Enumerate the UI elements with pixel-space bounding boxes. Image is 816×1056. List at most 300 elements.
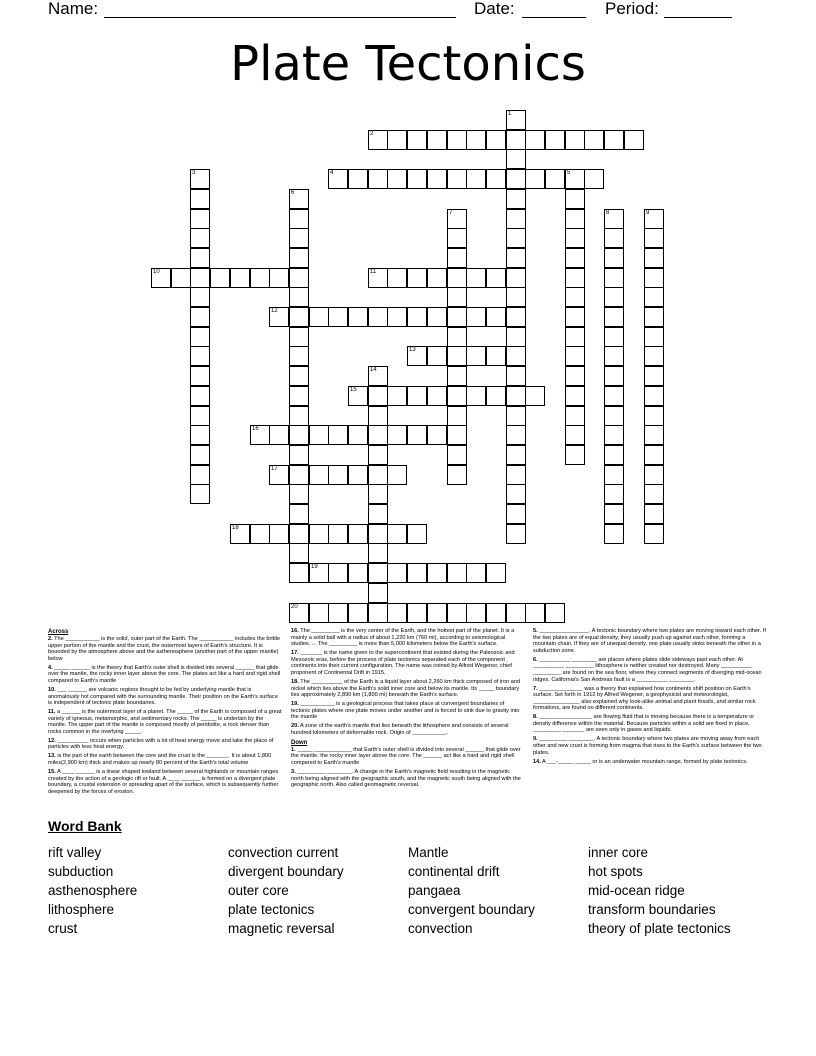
grid-cell[interactable] bbox=[584, 169, 604, 189]
grid-cell[interactable] bbox=[289, 445, 309, 465]
grid-cell[interactable] bbox=[644, 425, 664, 445]
grid-cell[interactable] bbox=[269, 425, 289, 445]
grid-cell[interactable] bbox=[644, 484, 664, 504]
grid-cell[interactable] bbox=[466, 563, 486, 583]
grid-cell[interactable] bbox=[565, 189, 585, 209]
clue-item bbox=[48, 636, 282, 662]
grid-cell[interactable] bbox=[348, 563, 368, 583]
grid-cell[interactable] bbox=[368, 484, 388, 504]
grid-cell[interactable] bbox=[506, 366, 526, 386]
clue-text: _________ ________. A tectonic boundary where two plates are moving away from each other and new crust is forming from magma that rises to the Earth's surface between the two plates. bbox=[533, 736, 762, 756]
word-bank-item: divergent boundary bbox=[228, 864, 344, 879]
grid-cell[interactable] bbox=[289, 228, 309, 248]
grid-cell[interactable] bbox=[604, 209, 624, 229]
grid-cell[interactable] bbox=[644, 445, 664, 465]
clue-number: 20 bbox=[291, 604, 298, 610]
grid-cell[interactable] bbox=[190, 189, 210, 209]
grid-cell[interactable] bbox=[368, 563, 388, 583]
grid-cell[interactable] bbox=[250, 268, 270, 288]
grid-cell[interactable] bbox=[387, 425, 407, 445]
clue-number: 16 bbox=[252, 426, 259, 432]
grid-cell[interactable] bbox=[525, 386, 545, 406]
grid-cell[interactable] bbox=[506, 425, 526, 445]
clue-number: 9 bbox=[646, 210, 650, 216]
grid-cell[interactable] bbox=[289, 563, 309, 583]
grid-cell[interactable] bbox=[506, 248, 526, 268]
word-bank-item: inner core bbox=[588, 845, 649, 860]
word-bank-item: rift valley bbox=[48, 845, 102, 860]
grid-cell[interactable] bbox=[407, 307, 427, 327]
grid-cell[interactable] bbox=[407, 169, 427, 189]
grid-cell[interactable] bbox=[190, 366, 210, 386]
grid-cell[interactable] bbox=[604, 248, 624, 268]
clue-number: 13 bbox=[409, 347, 416, 353]
grid-cell[interactable] bbox=[644, 287, 664, 307]
clue-num: 20. bbox=[291, 723, 299, 730]
clue-item bbox=[533, 657, 769, 683]
across-clues-column bbox=[48, 628, 282, 798]
clue-number: 18 bbox=[232, 525, 239, 531]
grid-cell[interactable] bbox=[447, 209, 467, 229]
grid-cell[interactable] bbox=[289, 543, 309, 563]
grid-cell[interactable] bbox=[604, 130, 624, 150]
grid-cell[interactable] bbox=[604, 425, 624, 445]
grid-cell[interactable] bbox=[447, 603, 467, 623]
grid-cell[interactable] bbox=[427, 346, 447, 366]
word-bank-item: plate tectonics bbox=[228, 902, 315, 917]
grid-cell[interactable] bbox=[368, 366, 388, 386]
grid-cell[interactable] bbox=[447, 130, 467, 150]
clue-text: __________ ________ are places where plates slide sideways past each other. At __________ _________ lithosphere is neither created nor destroyed. Many __________ _________ are found on the sea floor, where they connect segments of diverging mid-ocean ridges. California's San Andreas fault is a __________ ________. bbox=[533, 656, 762, 683]
clue-number: 7 bbox=[449, 210, 453, 216]
grid-cell[interactable] bbox=[328, 169, 348, 189]
grid-cell[interactable] bbox=[447, 169, 467, 189]
grid-cell[interactable] bbox=[644, 248, 664, 268]
grid-cell[interactable] bbox=[190, 228, 210, 248]
grid-cell[interactable] bbox=[486, 307, 506, 327]
grid-cell[interactable] bbox=[190, 268, 210, 288]
clue-num: 6. bbox=[533, 656, 538, 663]
grid-cell[interactable] bbox=[289, 248, 309, 268]
grid-cell[interactable] bbox=[644, 228, 664, 248]
grid-cell[interactable] bbox=[368, 465, 388, 485]
grid-cell[interactable] bbox=[427, 386, 447, 406]
clue-number: 17 bbox=[271, 466, 278, 472]
grid-cell[interactable] bbox=[565, 307, 585, 327]
grid-cell[interactable] bbox=[407, 130, 427, 150]
grid-cell[interactable] bbox=[447, 386, 467, 406]
clue-num: 17. bbox=[291, 650, 299, 657]
grid-cell[interactable] bbox=[545, 603, 565, 623]
grid-cell[interactable] bbox=[190, 346, 210, 366]
grid-cell[interactable] bbox=[447, 366, 467, 386]
grid-cell[interactable] bbox=[387, 465, 407, 485]
clue-text: is the part of the earth between the core and the crust is the _______. It is about 1,800 miles(2,900 km) thick and makes up nearly 80 percent of the Earth's total volume bbox=[48, 753, 272, 767]
grid-cell[interactable] bbox=[190, 169, 210, 189]
grid-cell[interactable] bbox=[269, 268, 289, 288]
clue-text: a ______ is the outermost layer of a planet. The _____ of the Earth is composed of a great variety of igneous, metamorphic, and sedimentary rocks. The _____ is underlain by the mantle. The upper part of the mantle is composed mostly of peridotite, a rock denser than rocks common in the overlying _____. bbox=[48, 709, 282, 735]
grid-cell[interactable] bbox=[368, 386, 388, 406]
grid-cell[interactable] bbox=[368, 504, 388, 524]
grid-cell[interactable] bbox=[309, 563, 329, 583]
grid-cell[interactable] bbox=[309, 307, 329, 327]
grid-cell[interactable] bbox=[604, 346, 624, 366]
grid-cell[interactable] bbox=[230, 268, 250, 288]
grid-cell[interactable] bbox=[387, 603, 407, 623]
grid-cell[interactable] bbox=[604, 465, 624, 485]
grid-cell[interactable] bbox=[565, 169, 585, 189]
grid-cell[interactable] bbox=[407, 425, 427, 445]
grid-cell[interactable] bbox=[190, 327, 210, 347]
grid-cell[interactable] bbox=[506, 445, 526, 465]
grid-cell[interactable] bbox=[190, 445, 210, 465]
grid-cell[interactable] bbox=[447, 406, 467, 426]
grid-cell[interactable] bbox=[289, 406, 309, 426]
grid-cell[interactable] bbox=[309, 524, 329, 544]
grid-cell[interactable] bbox=[368, 524, 388, 544]
clue-number: 5 bbox=[567, 170, 571, 176]
grid-cell[interactable] bbox=[525, 169, 545, 189]
grid-cell[interactable] bbox=[387, 130, 407, 150]
grid-cell[interactable] bbox=[407, 268, 427, 288]
grid-cell[interactable] bbox=[565, 248, 585, 268]
grid-cell[interactable] bbox=[604, 268, 624, 288]
grid-cell[interactable] bbox=[368, 307, 388, 327]
grid-cell[interactable] bbox=[644, 524, 664, 544]
grid-cell[interactable] bbox=[447, 563, 467, 583]
grid-cell[interactable] bbox=[466, 346, 486, 366]
grid-cell[interactable] bbox=[427, 268, 447, 288]
grid-cell[interactable] bbox=[644, 268, 664, 288]
grid-cell[interactable] bbox=[447, 307, 467, 327]
clue-item bbox=[48, 665, 282, 685]
grid-cell[interactable] bbox=[466, 268, 486, 288]
grid-cell[interactable] bbox=[466, 603, 486, 623]
grid-cell[interactable] bbox=[604, 307, 624, 327]
word-bank-item: pangaea bbox=[408, 883, 461, 898]
clue-num: 14. bbox=[533, 758, 541, 765]
grid-cell[interactable] bbox=[289, 287, 309, 307]
grid-cell[interactable] bbox=[328, 465, 348, 485]
grid-cell[interactable] bbox=[190, 287, 210, 307]
grid-cell[interactable] bbox=[328, 603, 348, 623]
grid-cell[interactable] bbox=[328, 524, 348, 544]
grid-cell[interactable] bbox=[565, 287, 585, 307]
grid-cell[interactable] bbox=[289, 524, 309, 544]
grid-cell[interactable] bbox=[644, 307, 664, 327]
grid-cell[interactable] bbox=[289, 465, 309, 485]
grid-cell[interactable] bbox=[506, 209, 526, 229]
grid-cell[interactable] bbox=[368, 603, 388, 623]
grid-cell[interactable] bbox=[565, 209, 585, 229]
grid-cell[interactable] bbox=[368, 268, 388, 288]
word-bank-title: Word Bank bbox=[48, 818, 122, 834]
grid-cell[interactable] bbox=[506, 406, 526, 426]
grid-cell[interactable] bbox=[387, 524, 407, 544]
grid-cell[interactable] bbox=[427, 425, 447, 445]
grid-cell[interactable] bbox=[289, 366, 309, 386]
grid-cell[interactable] bbox=[545, 130, 565, 150]
grid-cell[interactable] bbox=[427, 563, 447, 583]
grid-cell[interactable] bbox=[190, 465, 210, 485]
grid-cell[interactable] bbox=[466, 386, 486, 406]
grid-cell[interactable] bbox=[486, 386, 506, 406]
clue-num: 10. bbox=[48, 686, 56, 693]
grid-cell[interactable] bbox=[565, 228, 585, 248]
word-bank-item: lithosphere bbox=[48, 902, 115, 917]
grid-cell[interactable] bbox=[269, 465, 289, 485]
word-bank-item: mid-ocean ridge bbox=[588, 883, 685, 898]
grid-cell[interactable] bbox=[466, 307, 486, 327]
grid-cell[interactable] bbox=[387, 169, 407, 189]
grid-cell[interactable] bbox=[289, 327, 309, 347]
grid-cell[interactable] bbox=[506, 268, 526, 288]
clue-item bbox=[291, 747, 523, 767]
grid-cell[interactable] bbox=[604, 524, 624, 544]
grid-cell[interactable] bbox=[407, 524, 427, 544]
grid-cell[interactable] bbox=[210, 268, 230, 288]
grid-cell[interactable] bbox=[486, 563, 506, 583]
grid-cell[interactable] bbox=[466, 169, 486, 189]
clue-item bbox=[533, 736, 769, 756]
clue-item bbox=[48, 753, 282, 766]
word-bank-item: subduction bbox=[48, 864, 114, 879]
grid-cell[interactable] bbox=[427, 169, 447, 189]
grid-cell[interactable] bbox=[565, 366, 585, 386]
grid-cell[interactable] bbox=[289, 386, 309, 406]
grid-cell[interactable] bbox=[604, 366, 624, 386]
grid-cell[interactable] bbox=[486, 169, 506, 189]
grid-cell[interactable] bbox=[447, 465, 467, 485]
clue-number: 6 bbox=[291, 190, 295, 196]
grid-cell[interactable] bbox=[565, 327, 585, 347]
grid-cell[interactable] bbox=[506, 504, 526, 524]
grid-cell[interactable] bbox=[190, 248, 210, 268]
grid-cell[interactable] bbox=[289, 189, 309, 209]
grid-cell[interactable] bbox=[604, 327, 624, 347]
clue-number: 14 bbox=[370, 367, 377, 373]
clue-item bbox=[291, 723, 523, 736]
grid-cell[interactable] bbox=[486, 603, 506, 623]
grid-cell[interactable] bbox=[427, 130, 447, 150]
grid-cell[interactable] bbox=[427, 307, 447, 327]
grid-cell[interactable] bbox=[506, 110, 526, 130]
grid-cell[interactable] bbox=[309, 425, 329, 445]
grid-cell[interactable] bbox=[348, 524, 368, 544]
grid-cell[interactable] bbox=[407, 346, 427, 366]
grid-cell[interactable] bbox=[407, 386, 427, 406]
grid-cell[interactable] bbox=[506, 228, 526, 248]
grid-cell[interactable] bbox=[309, 465, 329, 485]
word-bank-item: continental drift bbox=[408, 864, 500, 879]
grid-cell[interactable] bbox=[190, 209, 210, 229]
grid-cell[interactable] bbox=[644, 346, 664, 366]
clue-number: 3 bbox=[192, 170, 196, 176]
clue-text: A ___-_____ _____ or is an underwater mountain range, formed by plate tectonics. bbox=[540, 758, 748, 765]
grid-cell[interactable] bbox=[289, 346, 309, 366]
clue-item bbox=[48, 687, 282, 707]
clue-num: 11. bbox=[48, 709, 56, 716]
grid-cell[interactable] bbox=[506, 465, 526, 485]
grid-cell[interactable] bbox=[269, 524, 289, 544]
clue-num: 15. bbox=[48, 769, 56, 776]
grid-cell[interactable] bbox=[644, 366, 664, 386]
grid-cell[interactable] bbox=[348, 465, 368, 485]
grid-cell[interactable] bbox=[269, 307, 289, 327]
grid-cell[interactable] bbox=[387, 268, 407, 288]
grid-cell[interactable] bbox=[604, 504, 624, 524]
grid-cell[interactable] bbox=[604, 445, 624, 465]
grid-cell[interactable] bbox=[506, 327, 526, 347]
grid-cell[interactable] bbox=[486, 130, 506, 150]
word-bank-item: convection bbox=[408, 921, 473, 936]
clue-text: __________ occurs when particles with a lot of heat energy move and take the place of particles with less heat energy. bbox=[48, 737, 274, 751]
clues-column-2 bbox=[291, 628, 523, 791]
grid-cell[interactable] bbox=[624, 130, 644, 150]
grid-cell[interactable] bbox=[644, 406, 664, 426]
grid-cell[interactable] bbox=[466, 130, 486, 150]
grid-cell[interactable] bbox=[289, 504, 309, 524]
grid-cell[interactable] bbox=[328, 307, 348, 327]
grid-cell[interactable] bbox=[506, 346, 526, 366]
grid-cell[interactable] bbox=[368, 583, 388, 603]
grid-cell[interactable] bbox=[250, 425, 270, 445]
grid-cell[interactable] bbox=[348, 603, 368, 623]
grid-cell[interactable] bbox=[506, 169, 526, 189]
clue-text: ___ ______ are volcanic regions thought to be fed by underlying mantle that is anomalously hot compared with the surrounding mantle. Their position on the Earth's surface is independent of tectonic plate boundaries. bbox=[48, 686, 278, 707]
grid-cell[interactable] bbox=[545, 169, 565, 189]
grid-cell[interactable] bbox=[604, 287, 624, 307]
grid-cell[interactable] bbox=[427, 603, 447, 623]
word-bank-column bbox=[228, 843, 408, 938]
grid-cell[interactable] bbox=[289, 425, 309, 445]
grid-cell[interactable] bbox=[250, 524, 270, 544]
grid-cell[interactable] bbox=[289, 268, 309, 288]
grid-cell[interactable] bbox=[565, 425, 585, 445]
grid-cell[interactable] bbox=[506, 484, 526, 504]
word-bank-item: convergent boundary bbox=[408, 902, 535, 917]
grid-cell[interactable] bbox=[368, 445, 388, 465]
grid-cell[interactable] bbox=[506, 287, 526, 307]
grid-cell[interactable] bbox=[348, 386, 368, 406]
grid-cell[interactable] bbox=[447, 248, 467, 268]
grid-cell[interactable] bbox=[506, 189, 526, 209]
grid-cell[interactable] bbox=[368, 543, 388, 563]
grid-cell[interactable] bbox=[447, 445, 467, 465]
grid-cell[interactable] bbox=[151, 268, 171, 288]
grid-cell[interactable] bbox=[387, 563, 407, 583]
clue-item bbox=[291, 679, 523, 699]
grid-cell[interactable] bbox=[368, 130, 388, 150]
grid-cell[interactable] bbox=[644, 327, 664, 347]
page-title: Plate Tectonics bbox=[230, 36, 586, 92]
grid-cell[interactable] bbox=[565, 445, 585, 465]
grid-cell[interactable] bbox=[190, 386, 210, 406]
clue-num: 18. bbox=[291, 678, 299, 685]
clue-item bbox=[533, 628, 769, 654]
period-label: Period: bbox=[605, 0, 659, 18]
grid-cell[interactable] bbox=[289, 603, 309, 623]
grid-cell[interactable] bbox=[644, 465, 664, 485]
grid-cell[interactable] bbox=[289, 209, 309, 229]
grid-cell[interactable] bbox=[604, 406, 624, 426]
grid-cell[interactable] bbox=[368, 169, 388, 189]
grid-cell[interactable] bbox=[604, 228, 624, 248]
grid-cell[interactable] bbox=[565, 130, 585, 150]
grid-cell[interactable] bbox=[506, 524, 526, 544]
grid-cell[interactable] bbox=[486, 346, 506, 366]
grid-cell[interactable] bbox=[506, 130, 526, 150]
grid-cell[interactable] bbox=[506, 603, 526, 623]
grid-cell[interactable] bbox=[604, 386, 624, 406]
clue-text: _____ ____________ that Earth's outer shell is divided into several ______ that glide over the mantle, the rocky inner layer above the core. The ______ act like a hard and rigid shell compared to Earth's mantle bbox=[291, 746, 521, 767]
clue-item bbox=[533, 759, 769, 766]
grid-cell[interactable] bbox=[190, 425, 210, 445]
grid-cell[interactable] bbox=[309, 603, 329, 623]
grid-cell[interactable] bbox=[289, 484, 309, 504]
grid-cell[interactable] bbox=[644, 504, 664, 524]
grid-cell[interactable] bbox=[190, 307, 210, 327]
clue-text: The _________ is the very center of the Earth, and the hottest part of the planet. It is a mainly a solid ball with a radius of about 1,220 km (760 mi), according to seismological studies. ... The _________ is more than 5,000 kilometers below the Earth's surface. bbox=[291, 628, 515, 648]
clue-num: 8. bbox=[533, 714, 538, 721]
grid-cell[interactable] bbox=[289, 307, 309, 327]
word-bank-item: Mantle bbox=[408, 845, 449, 860]
grid-cell[interactable] bbox=[584, 130, 604, 150]
grid-cell[interactable] bbox=[506, 149, 526, 169]
grid-cell[interactable] bbox=[644, 209, 664, 229]
grid-cell[interactable] bbox=[190, 406, 210, 426]
grid-cell[interactable] bbox=[486, 268, 506, 288]
grid-cell[interactable] bbox=[565, 346, 585, 366]
grid-cell[interactable] bbox=[447, 287, 467, 307]
grid-cell[interactable] bbox=[447, 425, 467, 445]
grid-cell[interactable] bbox=[348, 425, 368, 445]
clue-number: 4 bbox=[330, 170, 334, 176]
clue-num: 1. bbox=[291, 746, 296, 753]
clue-text: _________ ________. A change in the Earth's magnetic field resulting in the magnetic north being aligned with the geographic south, and the magnetic south being aligned with the geographic north. Also called geomagnetic reversal. bbox=[291, 769, 521, 789]
grid-cell[interactable] bbox=[644, 386, 664, 406]
grid-cell[interactable] bbox=[368, 406, 388, 426]
grid-cell[interactable] bbox=[447, 228, 467, 248]
grid-cell[interactable] bbox=[348, 169, 368, 189]
word-bank bbox=[48, 817, 788, 936]
grid-cell[interactable] bbox=[190, 484, 210, 504]
grid-cell[interactable] bbox=[407, 563, 427, 583]
grid-cell[interactable] bbox=[387, 386, 407, 406]
grid-cell[interactable] bbox=[525, 130, 545, 150]
grid-cell[interactable] bbox=[407, 603, 427, 623]
grid-cell[interactable] bbox=[565, 268, 585, 288]
grid-cell[interactable] bbox=[387, 307, 407, 327]
grid-cell[interactable] bbox=[230, 524, 250, 544]
grid-cell[interactable] bbox=[565, 406, 585, 426]
grid-cell[interactable] bbox=[447, 268, 467, 288]
grid-cell[interactable] bbox=[506, 307, 526, 327]
grid-cell[interactable] bbox=[525, 603, 545, 623]
grid-cell[interactable] bbox=[348, 307, 368, 327]
grid-cell[interactable] bbox=[506, 386, 526, 406]
grid-cell[interactable] bbox=[328, 563, 348, 583]
grid-cell[interactable] bbox=[171, 268, 191, 288]
grid-cell[interactable] bbox=[328, 425, 348, 445]
grid-cell[interactable] bbox=[447, 327, 467, 347]
grid-cell[interactable] bbox=[604, 484, 624, 504]
grid-cell[interactable] bbox=[368, 425, 388, 445]
clue-text: _____ ______ is the theory that Earth's outer shell is divided into several ______ that glide over the mantle, the rocky inner layer above the core. The plates act like a hard and rigid shell compared to Earth's mantle bbox=[48, 664, 281, 684]
grid-cell[interactable] bbox=[565, 386, 585, 406]
word-bank-item: magnetic reversal bbox=[228, 921, 335, 936]
grid-cell[interactable] bbox=[447, 346, 467, 366]
